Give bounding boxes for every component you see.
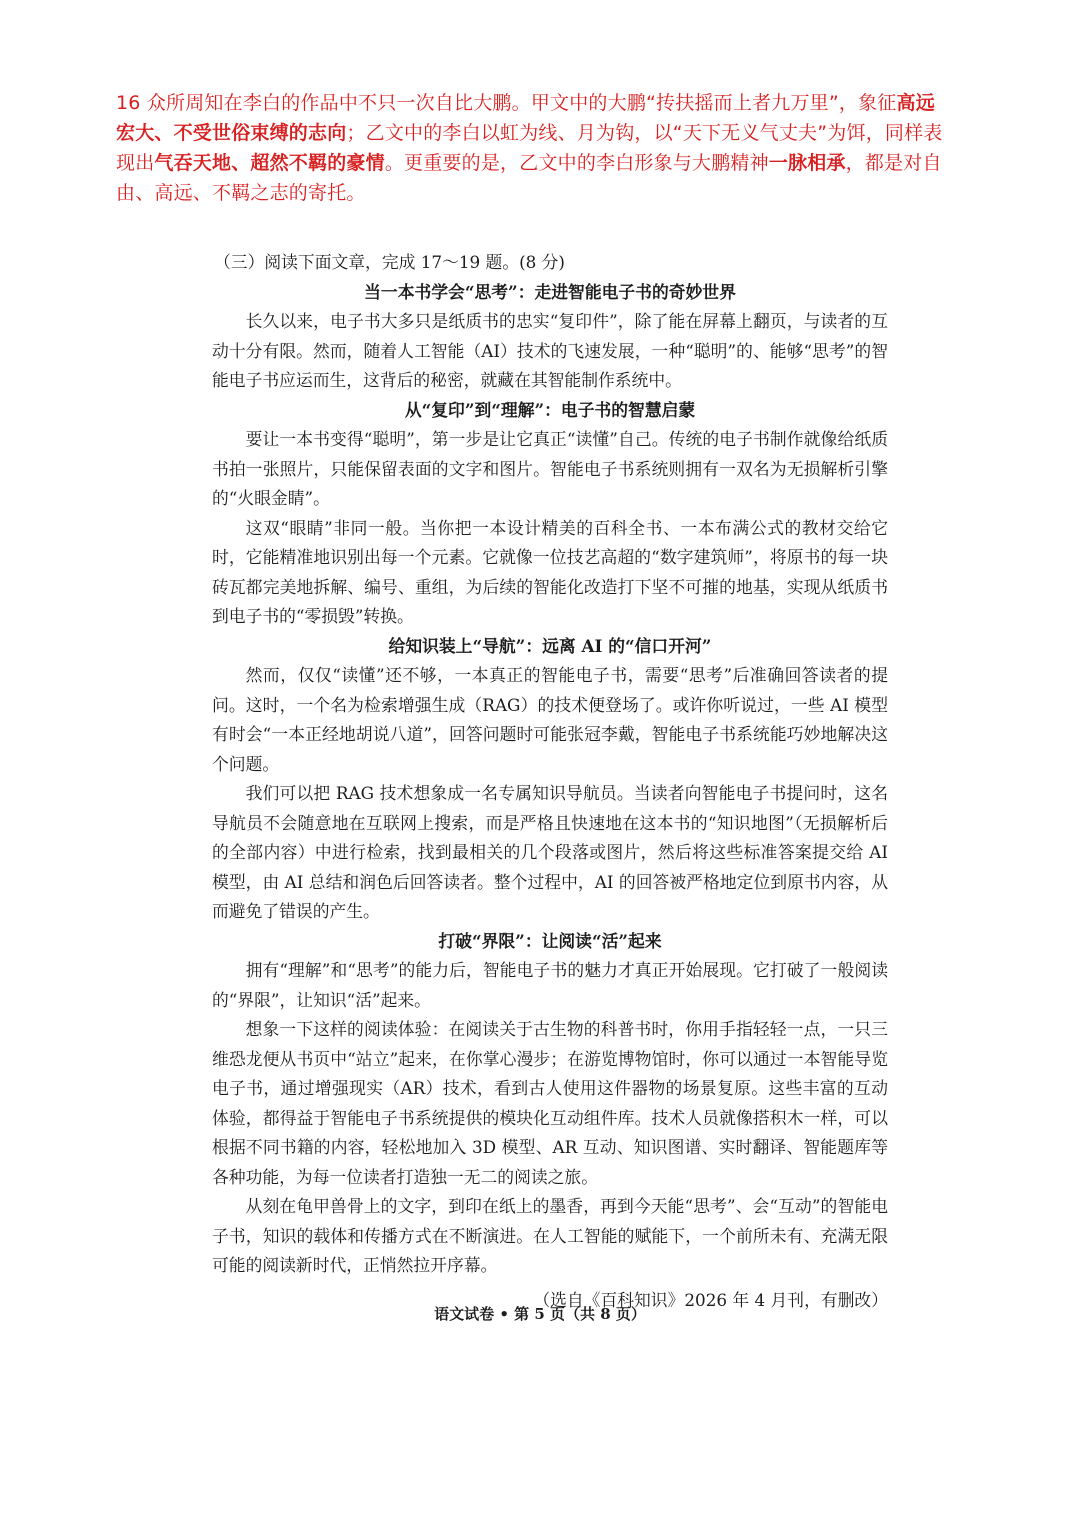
question-header: （三）阅读下面文章，完成 17～19 题。(8 分) (214, 252, 565, 272)
paragraph: 然而，仅仅“读懂”还不够，一本真正的智能电子书，需要“思考”后准确回答读者的提问。这时，一个名为检索增强生成（RAG）的技术便登场了。或许你听说过，一些 AI 模型有时会“一本正经地胡说八道”，回答问题时可能张冠李戴，智能电子书系统能巧妙地解决这个问题。 (212, 665, 888, 774)
paragraph: 从刻在龟甲兽骨上的文字，到印在纸上的墨香，再到今天能“思考”、会“互动”的智能电子书，知识的载体和传播方式在不断演进。在人工智能的赋能下，一个前所未有、充满无限可能的阅读新时代，正悄然拉开序幕。 (212, 1196, 888, 1275)
intro-paragraph: 长久以来，电子书大多只是纸质书的忠实“复印件”，除了能在屏幕上翻页，与读者的互动十分有限。然而，随着人工智能（AI）技术的飞速发展，一种“聪明”的、能够“思考”的智能电子书应运而生，这背后的秘密，就藏在其智能制作系统中。 (212, 311, 888, 390)
answer-segment: ，都是对自由、高远、不羁之志的寄托。 (116, 152, 942, 204)
section-heading: 给知识装上“导航”：远离 AI 的“信口开河” (388, 635, 712, 656)
article-title: 当一本书学会“思考”：走进智能电子书的奇妙世界 (364, 281, 736, 302)
paragraph: 这双“眼睛”非同一般。当你把一本设计精美的百科全书、一本布满公式的教材交给它时，它能精准地识别出每一个元素。它就像一位技艺高超的“数字建筑师”，将原书的每一块砖瓦都完美地拆解、编号、重组，为后续的智能化改造打下坚不可摧的地基，实现从纸质书到电子书的“零损毁”转换。 (212, 517, 888, 626)
answer-segment: ；乙文中的李白以虹为线、月为钩，以“天下无义气丈夫”为饵，同样表现出 (116, 122, 943, 174)
section-heading: 从“复印”到“理解”：电子书的智慧启蒙 (404, 399, 696, 420)
answer-emphasis: 气吞天地、超然不羁的豪情 (154, 152, 385, 174)
section-heading: 打破“界限”：让阅读“活”起来 (438, 930, 662, 951)
paragraph: 想象一下这样的阅读体验：在阅读关于古生物的科普书时，你用手指轻轻一点，一只三维恐龙便从书页中“站立”起来，在你掌心漫步；在游览博物馆时，你可以通过一本智能导览电子书，通过增强现实（AR）技术，看到古人使用这件器物的场景复原。这些丰富的互动体验，都得益于智能电子书系统提供的模块化互动组件库。技术人员就像搭积木一样，可以根据不同书籍的内容，轻松地加入 3D 模型、AR 互动、知识图谱、实时翻译、智能题库等各种功能，为每一位读者打造独一无二的阅读之旅。 (212, 1019, 888, 1187)
answer-emphasis: 一脉相承 (768, 152, 846, 174)
paragraph: 要让一本书变得“聪明”，第一步是让它真正“读懂”自己。传统的电子书制作就像给纸质书拍一张照片，只能保留表面的文字和图片。智能电子书系统则拥有一双名为无损解析引擎的“火眼金睛”。 (212, 429, 888, 508)
answer-segment: 16 众所周知在李白的作品中不只一次自比大鹏。甲文中的大鹏“抟扶摇而上者九万里”，象征 (116, 92, 897, 114)
source-citation: （选自《百科知识》2026 年 4 月刊，有删改） (533, 1289, 888, 1310)
paragraph: 拥有“理解”和“思考”的能力后，智能电子书的魅力才真正开始展现。它打破了一般阅读的“界限”，让知识“活”起来。 (212, 960, 888, 1010)
reading-passage (212, 248, 888, 1315)
answer-segment: 。更重要的是，乙文中的李白形象与大鹏精神 (384, 152, 769, 174)
answer-emphasis: 高远宏大、不受世俗束缚的志向 (116, 92, 935, 144)
answer-block (116, 88, 946, 208)
page-footer: 语文试卷 • 第 5 页（共 8 页） (434, 1305, 646, 1323)
paragraph: 我们可以把 RAG 技术想象成一名专属知识导航员。当读者向智能电子书提问时，这名导航员不会随意地在互联网上搜索，而是严格且快速地在这本书的“知识地图”（无损解析后的全部内容）中进行检索，找到最相关的几个段落或图片，然后将这些标准答案提交给 AI 模型，由 AI 总结和润色后回答读者。整个过程中，AI 的回答被严格地定位到原书内容，从而避免了错误的产生。 (212, 783, 888, 921)
